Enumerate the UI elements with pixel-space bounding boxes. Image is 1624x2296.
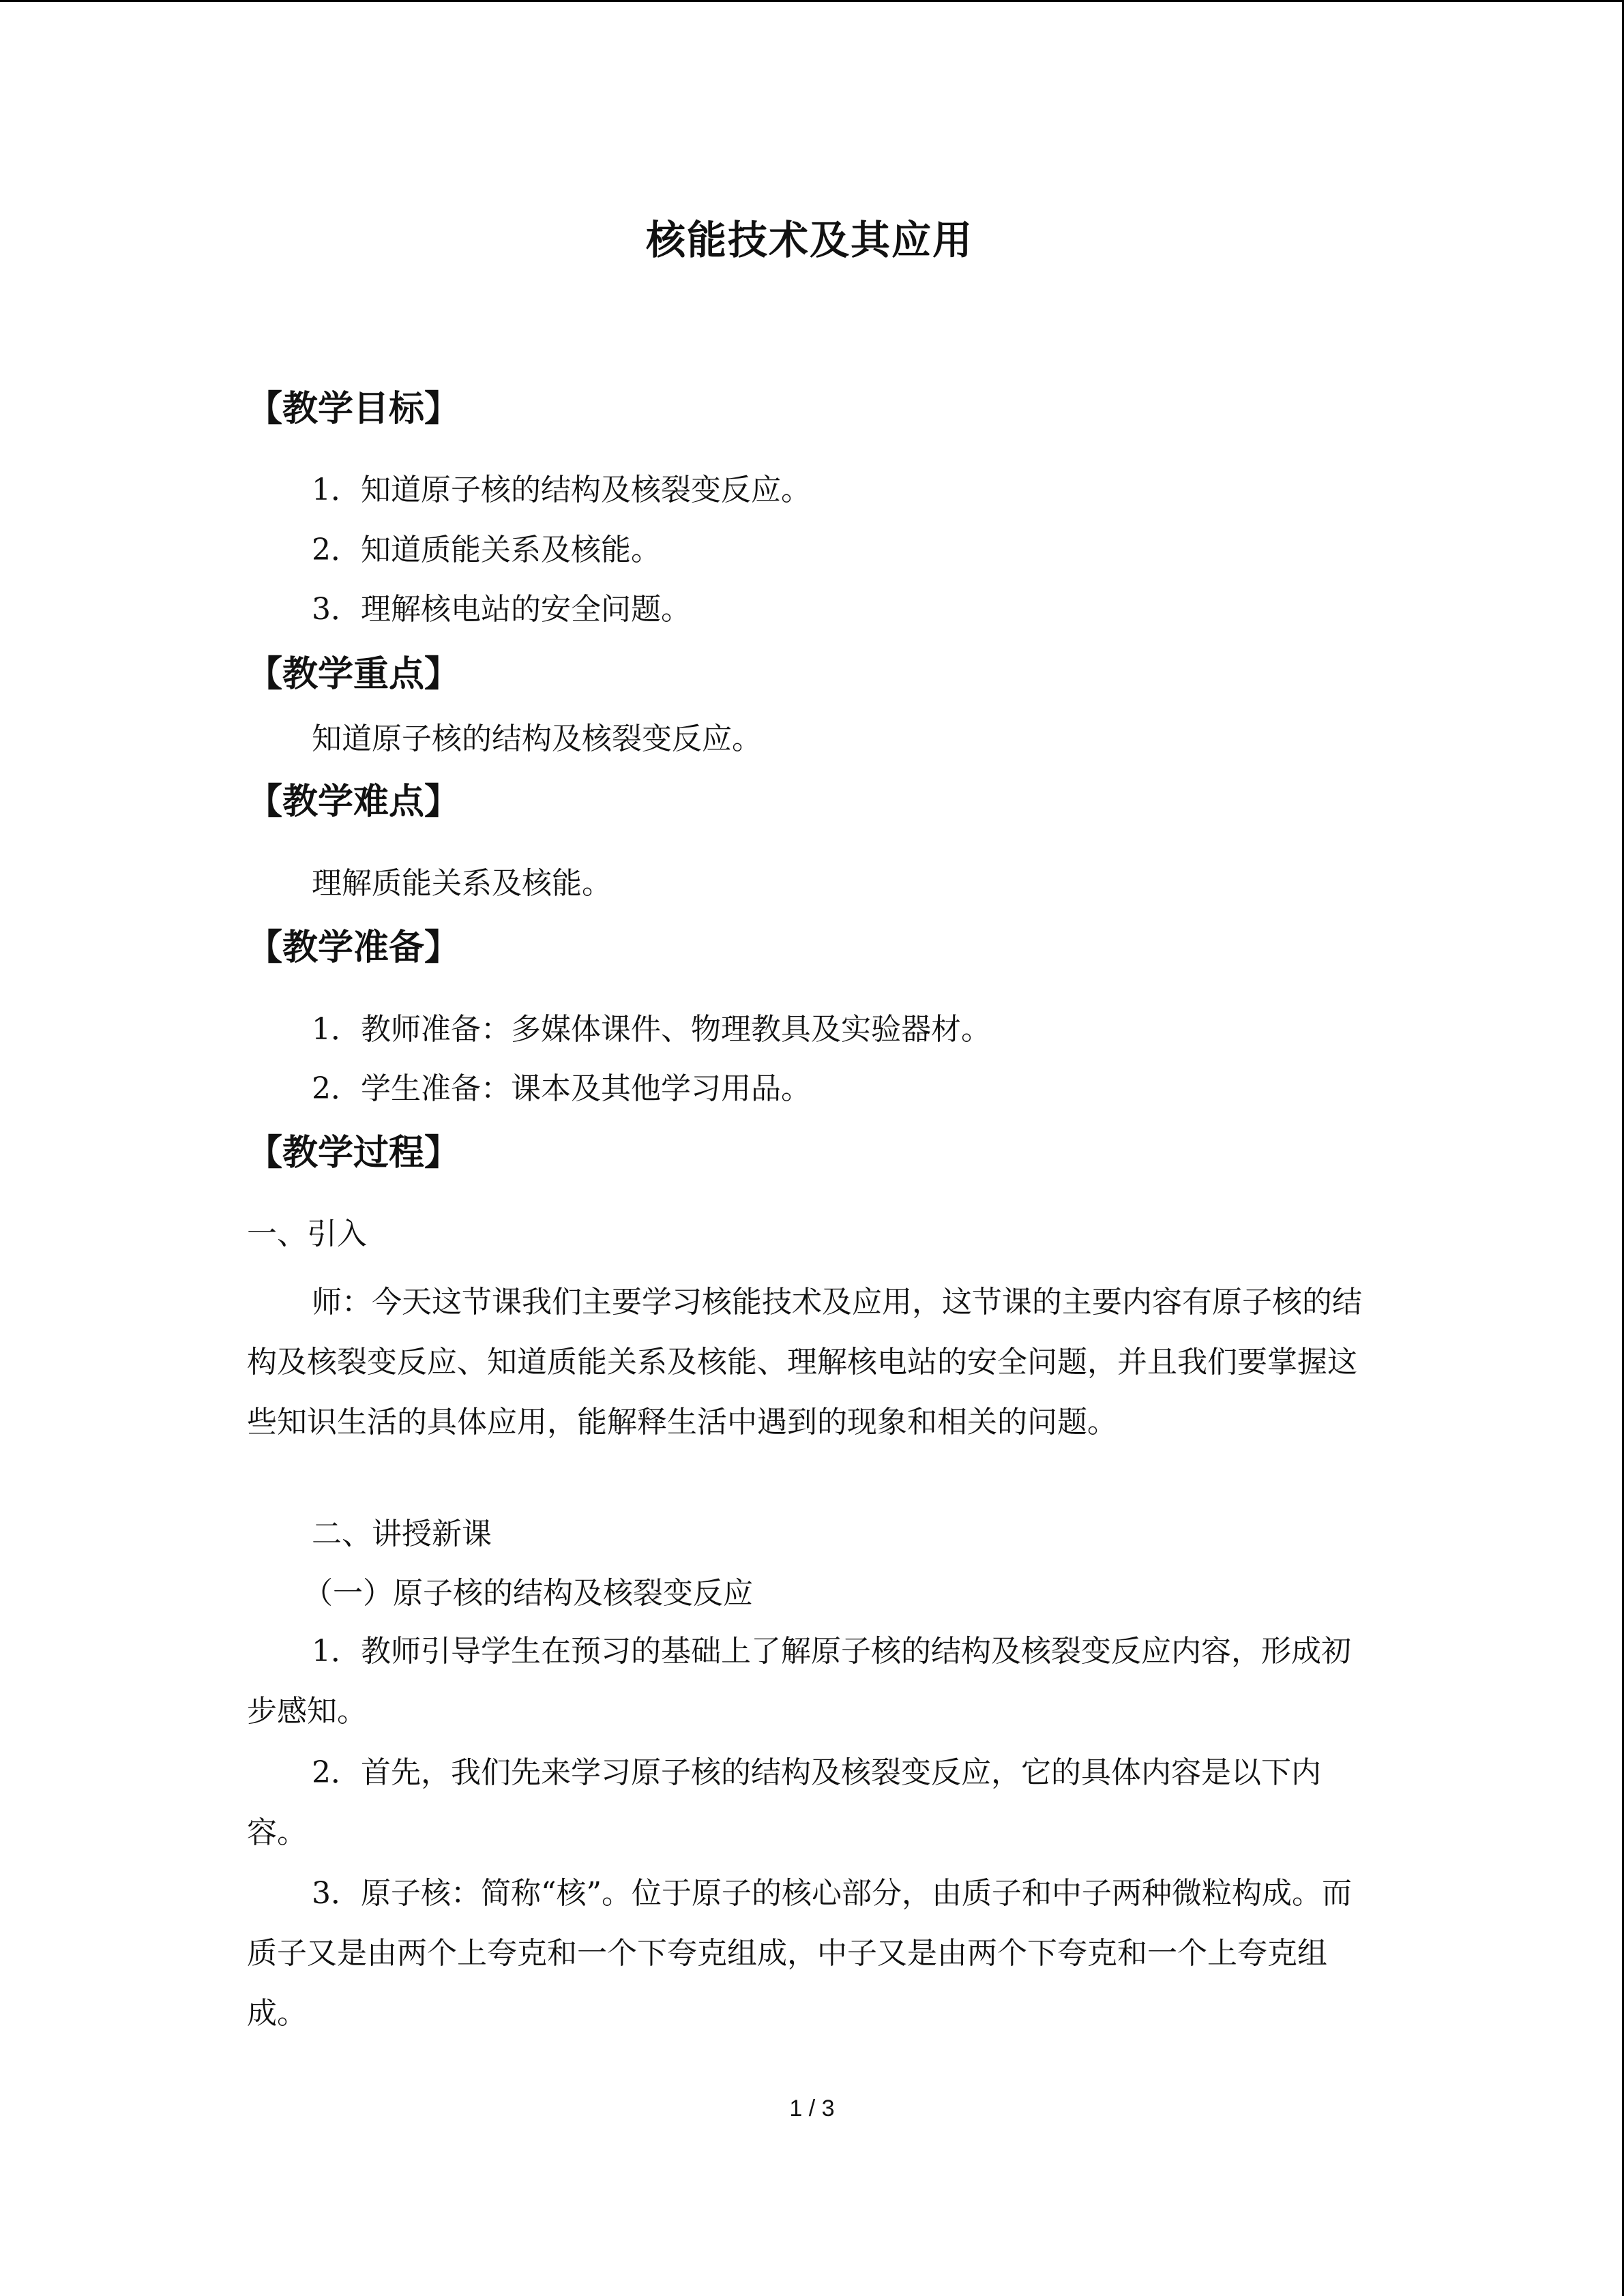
heading-process: 【教学过程】 [247,1133,460,1174]
subsection-label: （一）原子核的结构及核裂变反应 [303,1576,753,1611]
objective-item-1: 1．知道原子核的结构及核裂变反应。 [312,473,811,507]
document-title: 核能技术及其应用 [645,217,973,263]
difficulties-text: 理解质能关系及核能。 [312,866,612,901]
lesson-paragraph-2: 2．首先，我们先来学习原子核的结构及核裂变反应，它的具体内容是以下内容。 [247,1755,1321,1850]
objective-item-2: 2．知道质能关系及核能。 [312,533,661,567]
intro-paragraph: 师：今天这节课我们主要学习核能技术及应用，这节课的主要内容有原子核的结构及核裂变反应、知道质能关系及核能、理解核电站的安全问题，并且我们要掌握这些知识生活的具体应用，能解释生活中遇到的现象和相关的问题。 [247,1285,1362,1440]
preparation-item-2: 2．学生准备：课本及其他学习用品。 [312,1071,811,1106]
heading-difficulties: 【教学难点】 [247,781,460,822]
intro-label: 一、引入 [247,1217,367,1251]
lesson-paragraph-1: 1．教师引导学生在预习的基础上了解原子核的结构及核裂变反应内容，形成初步感知。 [247,1634,1351,1729]
objective-item-3: 3．理解核电站的安全问题。 [312,592,691,627]
new-lesson-label: 二、讲授新课 [312,1517,492,1551]
preparation-item-1: 1．教师准备：多媒体课件、物理教具及实验器材。 [312,1012,991,1047]
heading-preparation: 【教学准备】 [247,927,460,968]
lesson-paragraph-3: 3．原子核：简称“核”。位于原子的核心部分，由质子和中子两种微粒构成。而质子又是由两个上夸克和一个下夸克组成，中子又是由两个下夸克和一个上夸克组成。 [247,1876,1352,2031]
page-number: 1 / 3 [789,2096,835,2121]
key-points-text: 知道原子核的结构及核裂变反应。 [312,721,762,756]
heading-objectives: 【教学目标】 [247,389,460,430]
heading-key-points: 【教学重点】 [247,654,460,695]
